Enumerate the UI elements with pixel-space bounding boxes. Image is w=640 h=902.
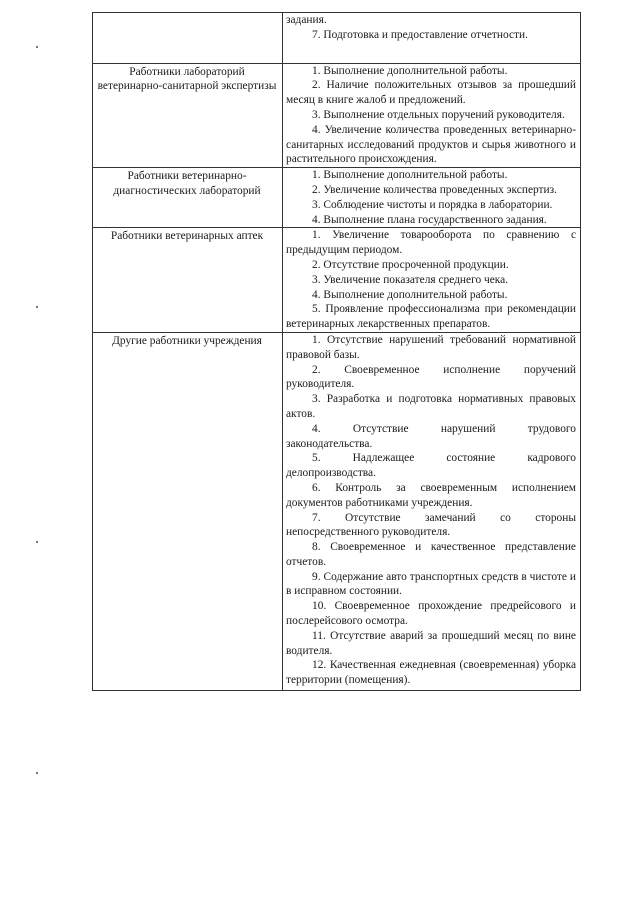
criteria-item: 8. Своевременное и качественное представление отчетов. bbox=[286, 541, 576, 568]
criteria-item: задания. bbox=[286, 14, 327, 26]
table-row bbox=[93, 63, 581, 168]
criteria-item: 10. Своевременное прохождение предрейсового и послерейсового осмотра. bbox=[286, 600, 576, 628]
category-cell bbox=[93, 332, 283, 690]
scan-speck bbox=[36, 306, 38, 308]
criteria-item: 2. Наличие положительных отзывов за прошедший месяц в книге жалоб и предложений. bbox=[286, 79, 576, 107]
criteria-item: 12. Качественная ежедневная (своевременная) уборка территории (помещения). bbox=[286, 659, 576, 687]
criteria-item: 7. Подготовка и предоставление отчетности. bbox=[312, 28, 528, 41]
criteria-cell bbox=[283, 63, 581, 168]
criteria-cell bbox=[283, 228, 581, 333]
table-row bbox=[93, 13, 581, 64]
criteria-item: 2. Отсутствие просроченной продукции. bbox=[312, 258, 509, 271]
criteria-item: 11. Отсутствие аварий за прошедший месяц по вине водителя. bbox=[286, 629, 576, 657]
criteria-item: 4. Выполнение плана государственного задания. bbox=[312, 213, 547, 226]
category-label bbox=[96, 13, 278, 14]
criteria-item: 4. Увеличение количества проведенных ветеринарно-санитарных исследований продуктов и сырья животного и растительного происхождения. bbox=[286, 123, 576, 166]
category-label: Работники ветеринарно-диагностических лабораторий bbox=[113, 170, 261, 197]
criteria-item: 1. Выполнение дополнительной работы. bbox=[312, 64, 508, 77]
criteria-item: 4. Выполнение дополнительной работы. bbox=[312, 288, 508, 301]
criteria-item: 3. Увеличение показателя среднего чека. bbox=[312, 273, 509, 286]
scan-speck bbox=[36, 772, 38, 774]
criteria-item: 3. Соблюдение чистоты и порядка в лаборатории. bbox=[312, 198, 553, 211]
criteria-item: 3. Разработка и подготовка нормативных правовых актов. bbox=[286, 393, 576, 420]
criteria-item: 6. Контроль за своевременным исполнением документов работниками учреждения. bbox=[286, 481, 576, 509]
table-row bbox=[93, 168, 581, 228]
criteria-item: 3. Выполнение отдельных поручений руководителя. bbox=[312, 108, 565, 121]
category-label: Работники лабораторий ветеринарно-санитарной экспертизы bbox=[97, 65, 277, 93]
criteria-item: 1. Выполнение дополнительной работы. bbox=[312, 169, 508, 182]
criteria-item: 2. Увеличение количества проведенных экспертиз. bbox=[312, 183, 557, 196]
criteria-item: 1. Отсутствие нарушений требований нормативной правовой базы. bbox=[286, 333, 576, 361]
criteria-cell bbox=[283, 168, 581, 228]
category-label: Работники ветеринарных аптек bbox=[110, 230, 264, 243]
category-cell bbox=[93, 168, 283, 228]
criteria-item: 5. Надлежащее состояние кадрового делопроизводства. bbox=[286, 452, 576, 480]
criteria-item: 9. Содержание авто транспортных средств в чистоте и в исправном состоянии. bbox=[286, 570, 576, 598]
scan-speck bbox=[36, 46, 38, 48]
scan-speck bbox=[36, 541, 38, 543]
category-label: Другие работники учреждения bbox=[112, 334, 262, 347]
table-row bbox=[93, 332, 581, 690]
category-cell bbox=[93, 228, 283, 333]
category-cell bbox=[93, 63, 283, 168]
criteria-item: 4. Отсутствие нарушений трудового законодательства. bbox=[286, 422, 576, 450]
criteria-cell bbox=[283, 13, 581, 64]
category-cell bbox=[93, 13, 283, 64]
criteria-item: 7. Отсутствие замечаний со стороны непосредственного руководителя. bbox=[286, 511, 576, 539]
table-row bbox=[93, 228, 581, 333]
criteria-table bbox=[92, 12, 581, 691]
criteria-item: 5. Проявление профессионализма при рекомендации ветеринарных лекарственных препаратов. bbox=[286, 303, 576, 331]
criteria-item: 1. Увеличение товарооборота по сравнению с предыдущим периодом. bbox=[286, 229, 576, 257]
criteria-item: 2. Своевременное исполнение поручений руководителя. bbox=[286, 363, 576, 391]
criteria-cell bbox=[283, 332, 581, 690]
